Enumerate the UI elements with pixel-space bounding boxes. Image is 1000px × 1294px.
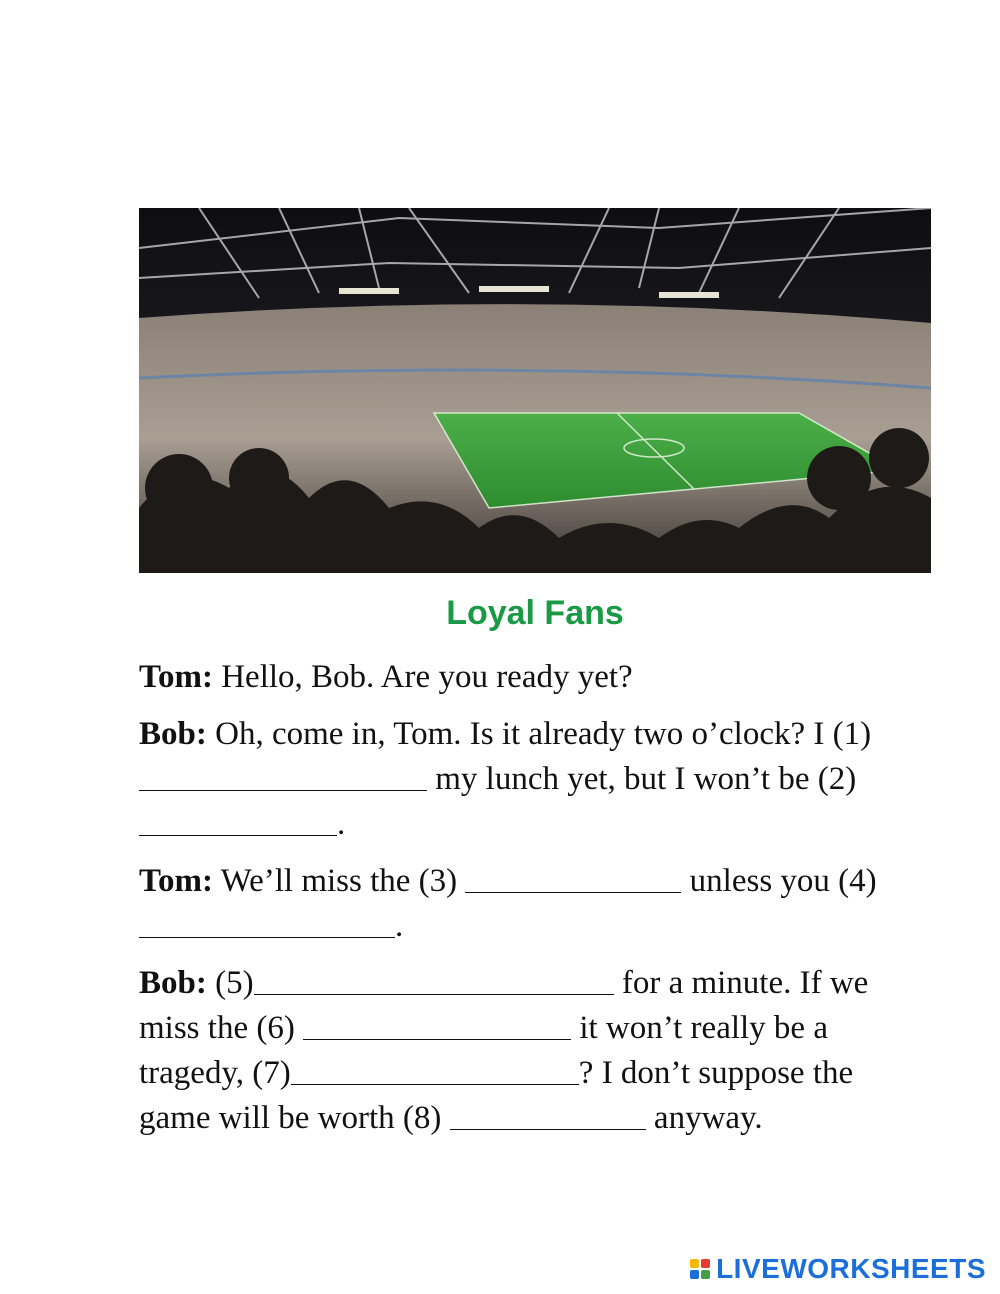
dialogue-line [139,961,929,1141]
dialogue-text: Oh, come in, Tom. Is it already two o’clock? I (1) [206,716,872,752]
dialogue-text: . [337,806,346,842]
blank-6[interactable] [303,1011,571,1040]
blank-2[interactable] [139,807,337,836]
stadium-illustration [139,208,931,573]
liveworksheets-logo[interactable] [690,1252,986,1286]
speaker-label: Bob: [139,965,207,1001]
page-title: Loyal Fans [446,594,624,632]
dialogue-line [139,859,929,949]
dialogue-text: Hello, Bob. Are you ready yet? [212,659,633,695]
dialogue-text: it won’t really be a tragedy, (7) [139,1010,828,1091]
dialogue-line [139,712,929,847]
dialogue-text: . [395,908,404,944]
dialogue-text: unless you (4) [681,863,877,899]
blank-8[interactable] [450,1101,646,1130]
dialogue-text: (5) [206,965,254,1001]
blank-5[interactable] [254,966,614,995]
blank-3[interactable] [465,864,681,893]
stadium-photo [139,208,931,573]
speaker-label: Bob: [139,716,207,752]
blank-1[interactable] [139,762,427,791]
speaker-label: Tom: [139,863,213,899]
liveworksheets-logo-icon [690,1259,710,1279]
speaker-label: Tom: [139,659,213,695]
dialogue-text: ? I don’t suppose the game will be worth (8) [139,1055,854,1136]
dialogue-text: for a minute. If we miss the (6) [139,965,869,1046]
dialogue-text: We’ll miss the (3) [212,863,466,899]
dialogue-text: anyway. [645,1100,763,1136]
blank-7[interactable] [291,1056,579,1085]
dialogue-text: my lunch yet, but I won’t be (2) [427,761,857,797]
dialogue-line [139,655,929,700]
dialogue [139,655,929,1153]
blank-4[interactable] [139,909,395,938]
logo-text: LIVEWORKSHEETS [716,1253,986,1284]
